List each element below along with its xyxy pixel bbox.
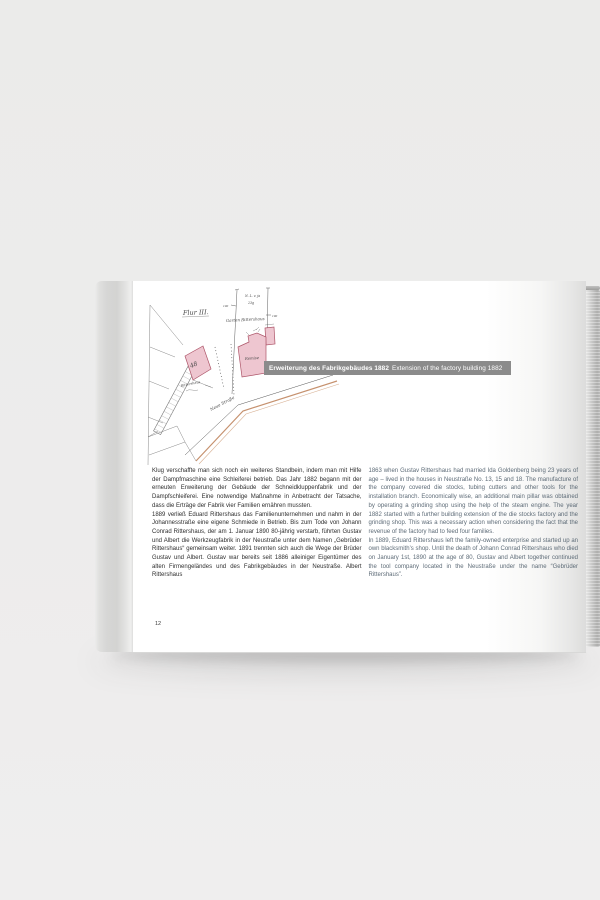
road-line — [196, 381, 337, 461]
column-german — [152, 467, 362, 580]
page-number: 12 — [155, 621, 162, 627]
caption-bar — [264, 361, 511, 375]
plot-area-label: 23g — [248, 301, 255, 305]
district-label: Flur III. — [182, 308, 209, 317]
open-book — [95, 280, 600, 653]
street-label: Neue Straße — [209, 394, 236, 412]
caption-german: Erweiterung des Fabrikgebäudes 1882 — [269, 364, 389, 372]
tick-right-label: 190 — [272, 314, 278, 318]
building-name-label: Remise — [244, 355, 260, 361]
map-sketch-svg — [145, 285, 345, 465]
owner-label: Rittershaus — [180, 379, 201, 388]
plot-note-label: N. L. v. ja — [245, 294, 261, 298]
book-spine — [95, 281, 135, 652]
column-english — [369, 467, 579, 580]
caption-english: Extension of the factory building 1882 — [392, 364, 503, 372]
factory-buildings — [185, 327, 275, 380]
text-columns — [152, 467, 578, 580]
german-paragraph-1: Klug verschaffte man sich noch ein weiteres Standbein, indem man mit Hilfe der Dampfmaschine eine Schleiferei betrieb. Das Jahr 1882 begann mit der erneuten Erweiterung der Gebäude der Schneidkluppenfabrik und der Dampfschleiferei. Eine notwendige Maßnahme in Anbetracht der Tatsache, dass die Erträge der Fabrik vier Familien ernähren mussten. — [152, 468, 362, 509]
map-sketch — [145, 285, 345, 465]
garden-label: Garten Rittershaus — [225, 315, 265, 323]
survey-chains — [215, 344, 234, 395]
road-line-echo — [199, 384, 339, 464]
tick-left-label: 100 — [223, 304, 229, 308]
building-small — [265, 327, 275, 345]
building-number-label: 48 — [188, 360, 199, 370]
english-paragraph-2: In 1889, Eduard Rittershaus left the family-owned enterprise and started up an own blacksmith’s shop. Until the death of Johann Conrad Rittershaus who died on January 1st, 1890 at the age of 80, Gustav and Albert together continued the tool company located in the Neustraße under the name “Gebrüder Rittershaus”. — [368, 537, 578, 579]
page-stack-edge — [586, 290, 600, 647]
english-paragraph-1: 1863 when Gustav Rittershaus had married Ida Goldenberg being 23 years of age – lived in the houses in Neustraße No. 13, 15 and 18. The manufacture of the company covered die stocks, tubing cutters and other tools for the installation branch. Economically wise, an additional main pillar was obtained by operating a grinding shop using the help of the steam engine. The year 1882 started with a further building extension of the die stocks factory and the grinding shop. This was a necessary action when considering the fact that the revenue of the factory had to feed four families. — [368, 468, 578, 535]
road-boundary-line — [185, 375, 333, 455]
german-paragraph-2: 1889 verließ Eduard Rittershaus das Familienunternehmen und nahm in der Johannesstraße eine eigene Schmiede in Betrieb. Bis zum Tode von Johann Conrad Rittershaus, der am 1. Januar 1890 80-jährig verstarb, führten Gustav und Albert die Werkzeugfabrik in der Neustraße unter dem Namen „Gebrüder Rittershaus“ gemeinsam weiter. 1891 trennten sich auch die Wege der Brüder Gustav und Albert. Gustav war bereits seit 1886 alleiniger Eigentümer des alten Firmengeländes und des Fabrikgebäudes in der Neustraße. Albert Rittershaus — [152, 511, 362, 579]
